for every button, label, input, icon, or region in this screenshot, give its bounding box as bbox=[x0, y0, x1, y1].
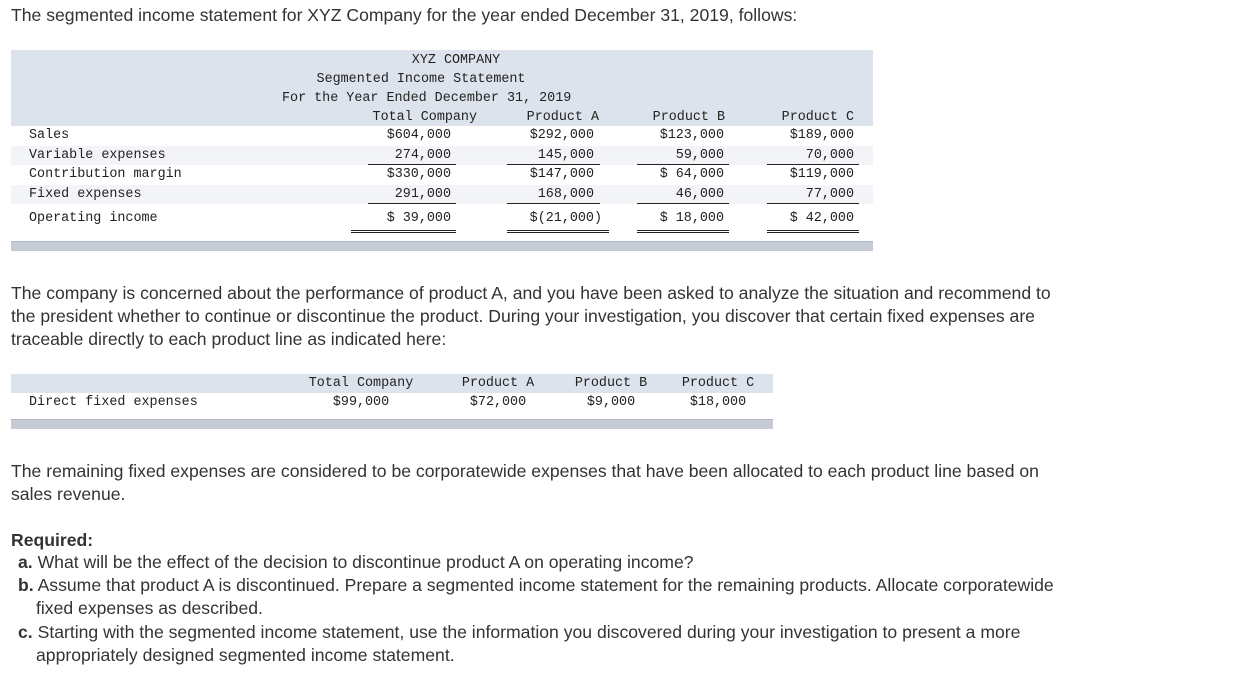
cell-fixed-a: 168,000 bbox=[537, 186, 594, 202]
underline bbox=[507, 164, 600, 165]
cell-fixed-b: 46,000 bbox=[675, 186, 724, 202]
table-footer-band bbox=[11, 241, 873, 251]
underline bbox=[637, 203, 729, 204]
required-item-b-continued: fixed expenses as described. bbox=[36, 598, 263, 618]
required-item-text: Starting with the segmented income statement, use the information you discovered during your investigation to present a more bbox=[37, 622, 1021, 642]
underline bbox=[767, 164, 859, 165]
double-underline bbox=[637, 230, 729, 231]
required-item-label: c. bbox=[18, 622, 33, 642]
cell-contribution-total: $330,000 bbox=[386, 167, 451, 182]
cell-contribution-a: $147,000 bbox=[529, 167, 594, 182]
concern-text-line-1: The company is concerned about the performance of product A, and you have been asked to analyze the situation and recommend to bbox=[11, 283, 1051, 303]
statement-period: For the Year Ended December 31, 2019 bbox=[282, 91, 572, 106]
concern-text-line-3: traceable directly to each product line as indicated here: bbox=[11, 329, 447, 349]
cell-operating-total: $ 39,000 bbox=[386, 211, 451, 226]
segmented-income-statement bbox=[11, 50, 873, 251]
double-underline bbox=[507, 230, 609, 231]
required-item-text: What will be the effect of the decision to discontinue product A on operating income? bbox=[37, 552, 694, 572]
row-label-operating-income: Operating income bbox=[29, 211, 158, 226]
col-header-total: Total Company bbox=[372, 110, 477, 125]
required-item-a bbox=[18, 551, 694, 574]
direct-cell-product-a: $72,000 bbox=[469, 395, 527, 410]
concern-text-line-2: the president whether to continue or discontinue the product. During your investigation, you discover that certain fixed expenses are bbox=[11, 306, 1035, 326]
double-underline bbox=[351, 232, 456, 233]
required-heading: Required: bbox=[11, 530, 94, 550]
double-underline bbox=[351, 230, 456, 231]
cell-variable-b: 59,000 bbox=[675, 147, 724, 163]
cell-operating-c: $ 42,000 bbox=[789, 211, 854, 226]
direct-cell-product-b: $9,000 bbox=[586, 395, 636, 410]
col-header-product-c: Product C bbox=[781, 110, 854, 125]
direct-col-header-product-b: Product B bbox=[574, 376, 648, 391]
col-header-product-a: Product A bbox=[526, 110, 599, 125]
underline bbox=[637, 164, 729, 165]
cell-operating-b: $ 18,000 bbox=[659, 211, 724, 226]
required-item-text: Assume that product A is discontinued. Prepare a segmented income statement for the remaining products. Allocate corporatewide bbox=[37, 575, 1054, 595]
row-label-sales: Sales bbox=[29, 128, 70, 143]
direct-col-header-product-c: Product C bbox=[681, 376, 755, 391]
direct-col-header-total: Total Company bbox=[308, 376, 414, 391]
cell-sales-a: $292,000 bbox=[529, 128, 594, 143]
cell-sales-c: $189,000 bbox=[789, 128, 854, 143]
direct-cell-product-c: $18,000 bbox=[689, 395, 747, 410]
required-item-c bbox=[18, 621, 1020, 644]
underline bbox=[368, 203, 456, 204]
cell-sales-b: $123,000 bbox=[659, 128, 724, 143]
underline bbox=[368, 164, 456, 165]
cell-variable-a: 145,000 bbox=[537, 147, 594, 163]
double-underline bbox=[507, 232, 609, 233]
underline bbox=[767, 203, 859, 204]
direct-cell-total: $99,000 bbox=[332, 395, 390, 410]
required-item-label: a. bbox=[18, 552, 33, 572]
col-header-product-b: Product B bbox=[652, 110, 725, 125]
double-underline bbox=[767, 230, 859, 231]
double-underline bbox=[637, 232, 729, 233]
intro-text: The segmented income statement for XYZ Company for the year ended December 31, 2019, follows: bbox=[11, 5, 798, 25]
double-underline bbox=[767, 232, 859, 233]
row-label-contribution-margin: Contribution margin bbox=[29, 167, 182, 182]
row-label-fixed-expenses: Fixed expenses bbox=[29, 186, 142, 202]
underline bbox=[507, 203, 600, 204]
cell-operating-a: $(21,000) bbox=[529, 211, 602, 226]
cell-contribution-c: $119,000 bbox=[789, 167, 854, 182]
direct-fixed-expenses-table bbox=[11, 374, 773, 430]
direct-footer-band bbox=[11, 419, 773, 429]
statement-title: Segmented Income Statement bbox=[316, 72, 526, 87]
statement-company: XYZ COMPANY bbox=[411, 53, 501, 68]
direct-col-header-product-a: Product A bbox=[461, 376, 535, 391]
direct-row-label: Direct fixed expenses bbox=[29, 395, 198, 410]
required-item-b bbox=[18, 574, 1054, 597]
cell-variable-c: 70,000 bbox=[805, 147, 854, 163]
cell-variable-total: 274,000 bbox=[394, 147, 451, 163]
cell-contribution-b: $ 64,000 bbox=[659, 167, 724, 182]
required-item-label: b. bbox=[18, 575, 34, 595]
remaining-text-line-1: The remaining fixed expenses are considered to be corporatewide expenses that have been allocated to each product line based on bbox=[11, 461, 1039, 481]
cell-fixed-c: 77,000 bbox=[805, 186, 854, 202]
remaining-text-line-2: sales revenue. bbox=[11, 484, 126, 504]
required-item-c-continued: appropriately designed segmented income statement. bbox=[36, 645, 455, 665]
row-label-variable-expenses: Variable expenses bbox=[29, 147, 166, 163]
cell-sales-total: $604,000 bbox=[386, 128, 451, 143]
cell-fixed-total: 291,000 bbox=[394, 186, 451, 202]
